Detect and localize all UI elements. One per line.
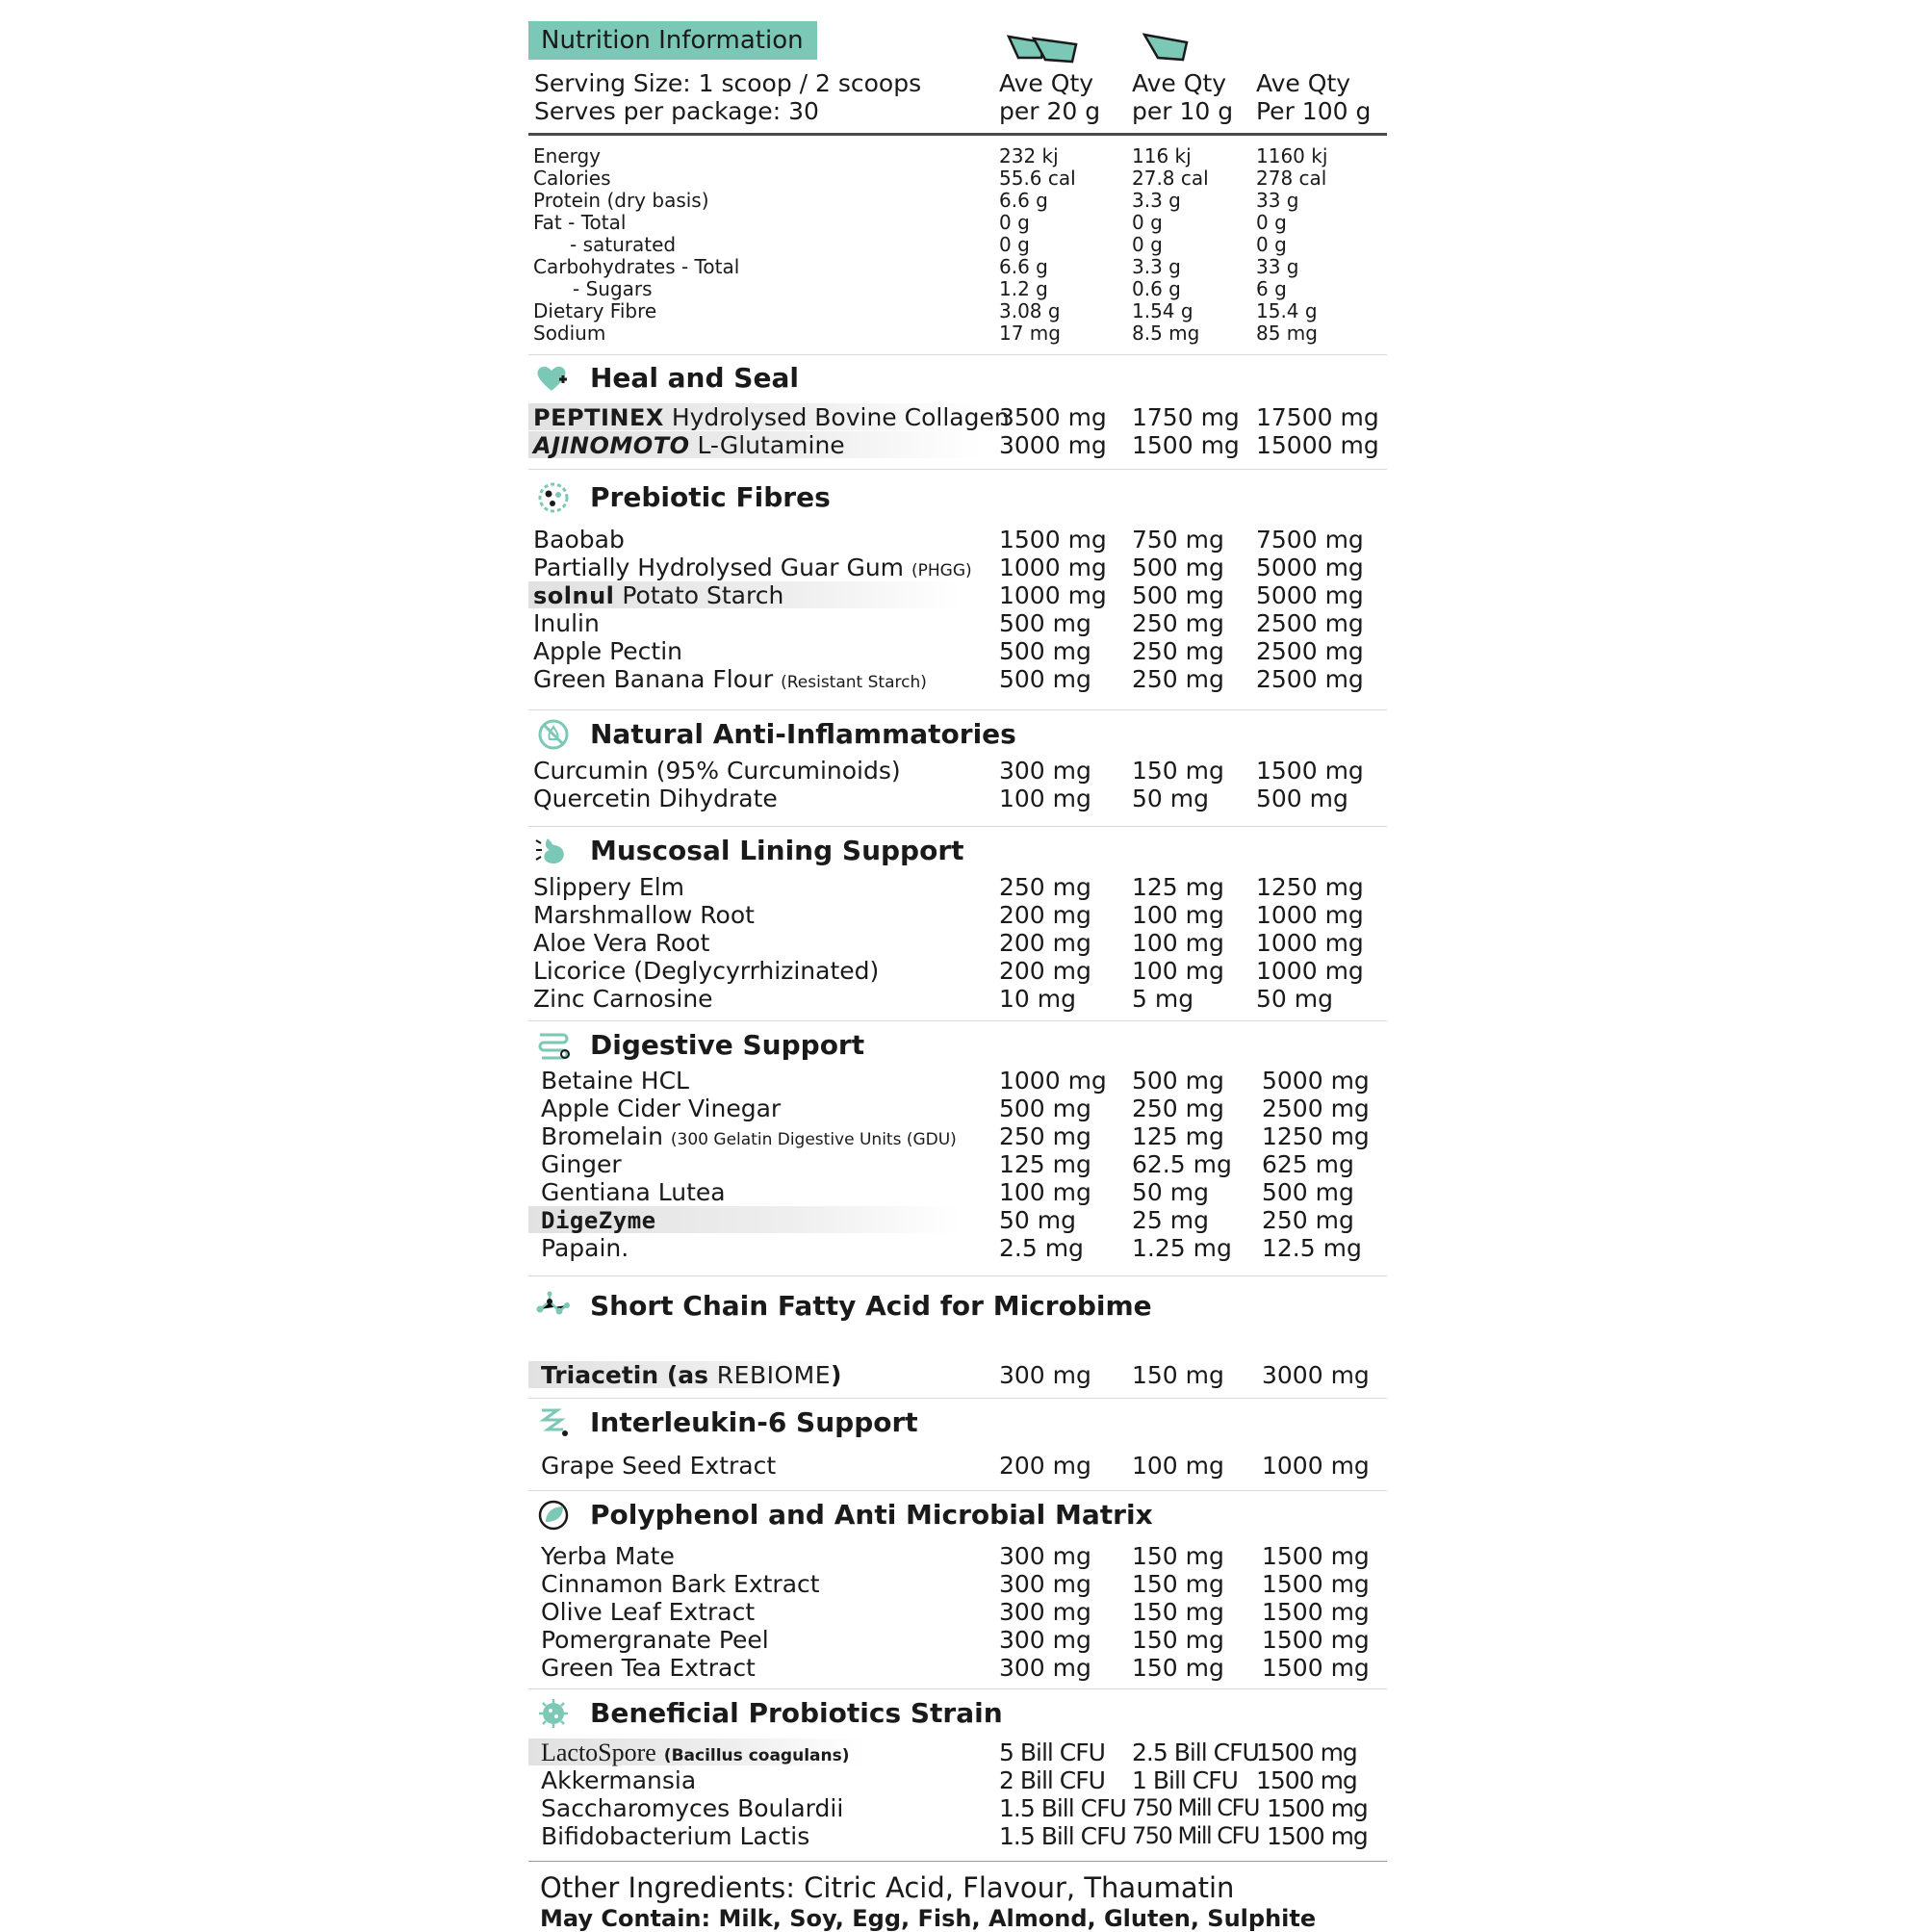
value-20g: 200 mg — [999, 957, 1091, 985]
col1-header-line1: Ave Qty — [999, 69, 1094, 97]
ingredient-name: Slippery Elm — [533, 873, 684, 901]
value-100g: 7500 mg — [1256, 526, 1364, 554]
table-row — [533, 873, 1380, 901]
value-100g: 33 g — [1256, 189, 1299, 212]
value-20g: 1000 mg — [999, 1067, 1107, 1095]
table-row — [533, 757, 1380, 785]
table-row — [533, 1150, 1380, 1178]
protein-chain-icon — [534, 1406, 573, 1439]
brand-logo-solnul: solnul — [533, 582, 615, 609]
value-100g: 0 g — [1256, 233, 1287, 256]
section-title: Short Chain Fatty Acid for Microbime — [590, 1290, 1152, 1322]
ingredient-name: Papain. — [541, 1234, 629, 1262]
table-row — [533, 167, 1380, 190]
value-10g: 250 mg — [1132, 665, 1224, 693]
table-row — [533, 1095, 1380, 1122]
value-100g: 1500 mg — [1262, 1654, 1370, 1682]
section-divider — [528, 469, 1387, 470]
ingredient-name: AJINOMOTO L-Glutamine — [533, 431, 845, 459]
value-10g: 500 mg — [1132, 1067, 1224, 1095]
heart-plus-icon — [534, 362, 573, 395]
ingredient-name: Triacetin (as REBIOME) — [541, 1361, 842, 1389]
value-20g: 6.6 g — [999, 255, 1048, 278]
section-title: Heal and Seal — [590, 362, 799, 394]
value-20g: 3.08 g — [999, 299, 1061, 322]
value-100g: 15000 mg — [1256, 431, 1379, 459]
value-100g: 1000 mg — [1262, 1452, 1370, 1480]
value-100g: 1500 mg — [1256, 1739, 1357, 1766]
value-20g: 300 mg — [999, 1654, 1091, 1682]
ingredient-name: Quercetin Dihydrate — [533, 785, 778, 812]
ingredient-name: PEPTINEX Hydrolysed Bovine Collagen — [533, 403, 1010, 431]
value-100g: 33 g — [1256, 255, 1299, 278]
value-100g: 5000 mg — [1256, 581, 1364, 609]
value-10g: 3.3 g — [1132, 189, 1181, 212]
ingredient-name: Green Banana Flour (Resistant Starch) — [533, 665, 927, 693]
ingredient-name: Bifidobacterium Lactis — [541, 1822, 810, 1850]
table-row — [533, 554, 1380, 581]
nutrient-name: Energy — [533, 144, 602, 167]
value-20g: 300 mg — [999, 757, 1091, 785]
table-row — [533, 637, 1380, 665]
value-20g: 100 mg — [999, 1178, 1091, 1206]
value-100g: 1500 mg — [1262, 1570, 1370, 1598]
value-100g: 1250 mg — [1262, 1122, 1370, 1150]
value-10g: 100 mg — [1132, 901, 1224, 929]
ingredient-name: Gentiana Lutea — [541, 1178, 726, 1206]
col3-header-line2: Per 100 g — [1256, 97, 1372, 125]
value-10g: 500 mg — [1132, 554, 1224, 581]
serves-per-package: Serves per package: 30 — [534, 97, 819, 125]
value-10g: 150 mg — [1132, 1626, 1224, 1654]
table-row — [533, 665, 1380, 693]
value-10g: 150 mg — [1132, 1542, 1224, 1570]
value-20g: 250 mg — [999, 873, 1091, 901]
value-100g: 1160 kj — [1256, 144, 1328, 167]
value-10g: 150 mg — [1132, 1361, 1224, 1389]
probiotic-icon — [534, 1697, 573, 1730]
value-100g: 1500 mg — [1262, 1542, 1370, 1570]
table-row — [533, 785, 1380, 812]
section-title: Polyphenol and Anti Microbial Matrix — [590, 1499, 1153, 1531]
section-divider — [528, 1398, 1387, 1399]
value-10g: 250 mg — [1132, 637, 1224, 665]
table-row — [533, 1794, 1380, 1822]
value-20g: 10 mg — [999, 985, 1076, 1013]
ingredient-name: Akkermansia — [541, 1766, 697, 1794]
table-row — [533, 1452, 1380, 1480]
value-20g: 50 mg — [999, 1206, 1076, 1234]
ingredient-name: Ginger — [541, 1150, 622, 1178]
section-divider — [528, 1275, 1387, 1276]
value-20g: 0 g — [999, 211, 1030, 234]
brand-logo-rebiome: REBIOME — [716, 1361, 832, 1389]
value-100g: 2500 mg — [1256, 637, 1364, 665]
value-20g: 500 mg — [999, 609, 1091, 637]
value-10g: 2.5 Bill CFU — [1132, 1739, 1259, 1766]
table-row — [533, 1766, 1380, 1794]
other-ingredients: Other Ingredients: Citric Acid, Flavour, Thaumatin — [540, 1871, 1235, 1904]
section-divider — [528, 709, 1387, 710]
value-20g: 300 mg — [999, 1570, 1091, 1598]
value-10g: 150 mg — [1132, 1598, 1224, 1626]
value-100g: 2500 mg — [1256, 609, 1364, 637]
value-20g: 1.5 Bill CFU — [999, 1822, 1126, 1850]
value-100g: 6 g — [1256, 277, 1287, 300]
value-10g: 750 mg — [1132, 526, 1224, 554]
table-row — [533, 403, 1380, 431]
ingredient-name: Aloe Vera Root — [533, 929, 710, 957]
value-10g: 25 mg — [1132, 1206, 1209, 1234]
value-100g: 3000 mg — [1262, 1361, 1370, 1389]
value-20g: 300 mg — [999, 1542, 1091, 1570]
table-row — [533, 212, 1380, 234]
value-10g: 100 mg — [1132, 929, 1224, 957]
ingredient-name: Apple Cider Vinegar — [541, 1095, 782, 1122]
table-row — [533, 581, 1380, 609]
nutrient-name: - saturated — [570, 233, 677, 256]
ingredient-name: Inulin — [533, 609, 600, 637]
value-10g: 125 mg — [1132, 1122, 1224, 1150]
value-20g: 232 kj — [999, 144, 1059, 167]
section-title: Natural Anti-Inflammatories — [590, 718, 1016, 750]
value-20g: 250 mg — [999, 1122, 1091, 1150]
value-10g: 150 mg — [1132, 1654, 1224, 1682]
nutrition-title: Nutrition Information — [528, 21, 817, 60]
section-divider — [528, 1020, 1387, 1021]
value-20g: 500 mg — [999, 665, 1091, 693]
nutrient-name: Sodium — [533, 322, 606, 345]
value-10g: 750 Mill CFU — [1132, 1822, 1259, 1849]
value-10g: 1.25 mg — [1132, 1234, 1232, 1262]
brand-logo-digezyme: DigeZyme — [541, 1207, 656, 1234]
table-row — [533, 609, 1380, 637]
serving-size: Serving Size: 1 scoop / 2 scoops — [534, 69, 922, 97]
ingredient-name: solnul Potato Starch — [533, 581, 784, 609]
table-row — [533, 1542, 1380, 1570]
value-100g: 250 mg — [1262, 1206, 1354, 1234]
nutrient-name: Dietary Fibre — [533, 299, 657, 322]
one-scoop-icon — [1142, 29, 1200, 67]
stomach-icon — [534, 835, 573, 867]
table-row — [533, 1822, 1380, 1850]
value-10g: 150 mg — [1132, 757, 1224, 785]
value-100g: 1500 mg — [1262, 1626, 1370, 1654]
two-scoops-icon — [1005, 29, 1091, 67]
value-20g: 2 Bill CFU — [999, 1766, 1105, 1794]
value-10g: 500 mg — [1132, 581, 1224, 609]
ingredient-name — [541, 1206, 656, 1235]
table-row — [533, 256, 1380, 278]
value-10g: 1.54 g — [1132, 299, 1194, 322]
value-20g: 300 mg — [999, 1361, 1091, 1389]
value-20g: 100 mg — [999, 785, 1091, 812]
ingredient-name: Apple Pectin — [533, 637, 683, 665]
ingredient-name: Partially Hydrolysed Guar Gum (PHGG) — [533, 554, 972, 581]
value-20g: 0 g — [999, 233, 1030, 256]
table-row — [533, 1739, 1380, 1766]
value-10g: 100 mg — [1132, 957, 1224, 985]
table-row — [533, 1626, 1380, 1654]
table-row — [533, 1206, 1380, 1234]
table-row — [533, 300, 1380, 322]
table-row — [533, 431, 1380, 459]
section-title: Digestive Support — [590, 1029, 865, 1061]
value-20g: 300 mg — [999, 1626, 1091, 1654]
ingredient-name: Green Tea Extract — [541, 1654, 756, 1682]
table-row — [533, 145, 1380, 167]
brand-logo-lactospore: LactoSpore — [541, 1739, 656, 1766]
value-100g: 15.4 g — [1256, 299, 1318, 322]
section-title: Prebiotic Fibres — [590, 481, 831, 513]
ingredient-name: Betaine HCL — [541, 1067, 689, 1095]
table-row — [533, 278, 1380, 300]
section-divider — [528, 1688, 1387, 1689]
brand-logo-ajinomoto: AJINOMOTO — [533, 432, 690, 459]
table-row — [533, 526, 1380, 554]
ingredient-name: Curcumin (95% Curcuminoids) — [533, 757, 901, 785]
value-100g: 1500 mg — [1256, 757, 1364, 785]
table-row — [533, 1067, 1380, 1095]
col3-header-line1: Ave Qty — [1256, 69, 1351, 97]
ingredient-name: Marshmallow Root — [533, 901, 755, 929]
value-10g: 0 g — [1132, 211, 1163, 234]
table-row — [533, 1598, 1380, 1626]
value-10g: 1750 mg — [1132, 403, 1240, 431]
section-title: Beneficial Probiotics Strain — [590, 1697, 1003, 1729]
value-10g: 5 mg — [1132, 985, 1194, 1013]
nutrient-name: Fat - Total — [533, 211, 627, 234]
table-row — [533, 1361, 1380, 1389]
section-divider — [528, 826, 1387, 827]
value-10g: 62.5 mg — [1132, 1150, 1232, 1178]
col2-header-line1: Ave Qty — [1132, 69, 1227, 97]
col2-header-line2: per 10 g — [1132, 97, 1234, 125]
value-100g: 500 mg — [1256, 785, 1348, 812]
no-inflammation-icon — [534, 718, 573, 751]
value-20g: 55.6 cal — [999, 167, 1076, 190]
nutrient-name: Protein (dry basis) — [533, 189, 709, 212]
value-100g: 1250 mg — [1256, 873, 1364, 901]
value-20g: 3000 mg — [999, 431, 1107, 459]
section-divider — [528, 1490, 1387, 1491]
table-row — [533, 322, 1380, 345]
value-100g: 85 mg — [1256, 322, 1318, 345]
value-100g: 278 cal — [1256, 167, 1327, 190]
value-10g: 0.6 g — [1132, 277, 1181, 300]
value-100g: 1500 mg — [1267, 1822, 1368, 1850]
value-10g: 8.5 mg — [1132, 322, 1200, 345]
table-row — [533, 190, 1380, 212]
ingredient-name: Baobab — [533, 526, 625, 554]
intestine-icon — [534, 1029, 573, 1062]
value-100g: 12.5 mg — [1262, 1234, 1362, 1262]
value-20g: 500 mg — [999, 1095, 1091, 1122]
value-20g: 17 mg — [999, 322, 1061, 345]
value-10g: 50 mg — [1132, 785, 1209, 812]
ingredient-name: LactoSpore (Bacillus coagulans) — [541, 1739, 850, 1766]
value-10g: 50 mg — [1132, 1178, 1209, 1206]
value-10g: 116 kj — [1132, 144, 1192, 167]
ingredient-name: Zinc Carnosine — [533, 985, 713, 1013]
ingredient-name: Yerba Mate — [541, 1542, 675, 1570]
value-100g: 2500 mg — [1256, 665, 1364, 693]
value-20g: 300 mg — [999, 1598, 1091, 1626]
nutrient-name: Calories — [533, 167, 611, 190]
header-divider — [528, 133, 1387, 136]
value-10g: 100 mg — [1132, 1452, 1224, 1480]
leaf-circle-icon — [534, 1499, 573, 1532]
value-20g: 200 mg — [999, 929, 1091, 957]
value-100g: 1000 mg — [1256, 929, 1364, 957]
value-20g: 200 mg — [999, 901, 1091, 929]
table-row — [533, 234, 1380, 256]
value-100g: 5000 mg — [1262, 1067, 1370, 1095]
ingredient-name: Saccharomyces Boulardii — [541, 1794, 844, 1822]
col1-header-line2: per 20 g — [999, 97, 1101, 125]
value-20g: 1.2 g — [999, 277, 1048, 300]
ingredient-name: Bromelain (300 Gelatin Digestive Units (GDU) — [541, 1122, 957, 1150]
value-100g: 1000 mg — [1256, 901, 1364, 929]
value-20g: 1.5 Bill CFU — [999, 1794, 1126, 1822]
value-100g: 2500 mg — [1262, 1095, 1370, 1122]
molecule-icon — [534, 1290, 573, 1323]
table-row — [533, 1570, 1380, 1598]
value-20g: 3500 mg — [999, 403, 1107, 431]
table-row — [533, 929, 1380, 957]
ingredient-name: Olive Leaf Extract — [541, 1598, 756, 1626]
value-10g: 1500 mg — [1132, 431, 1240, 459]
ingredient-name: Licorice (Deglycyrrhizinated) — [533, 957, 880, 985]
table-row — [533, 1178, 1380, 1206]
value-10g: 125 mg — [1132, 873, 1224, 901]
value-100g: 0 g — [1256, 211, 1287, 234]
allergen-warning: May Contain: Milk, Soy, Egg, Fish, Almond, Gluten, Sulphite — [540, 1905, 1317, 1932]
nutrient-name: - Sugars — [573, 277, 653, 300]
value-20g: 500 mg — [999, 637, 1091, 665]
value-20g: 6.6 g — [999, 189, 1048, 212]
value-100g: 1500 mg — [1267, 1794, 1368, 1822]
ingredient-name: Grape Seed Extract — [541, 1452, 777, 1480]
bacteria-icon — [534, 481, 573, 514]
value-100g: 1500 mg — [1262, 1598, 1370, 1626]
value-20g: 1500 mg — [999, 526, 1107, 554]
table-row — [533, 985, 1380, 1013]
section-divider — [528, 354, 1387, 355]
value-10g: 27.8 cal — [1132, 167, 1209, 190]
value-10g: 150 mg — [1132, 1570, 1224, 1598]
value-20g: 5 Bill CFU — [999, 1739, 1105, 1766]
value-10g: 250 mg — [1132, 1095, 1224, 1122]
footer-divider — [528, 1861, 1387, 1862]
value-10g: 0 g — [1132, 233, 1163, 256]
table-row — [533, 901, 1380, 929]
brand-logo-peptinex: PEPTINEX — [533, 404, 664, 431]
section-title: Interleukin-6 Support — [590, 1406, 918, 1438]
table-row — [533, 1234, 1380, 1262]
ingredient-name: Pomergranate Peel — [541, 1626, 769, 1654]
value-20g: 125 mg — [999, 1150, 1091, 1178]
value-20g: 2.5 mg — [999, 1234, 1084, 1262]
value-10g: 750 Mill CFU — [1132, 1794, 1259, 1821]
value-100g: 50 mg — [1256, 985, 1333, 1013]
value-10g: 1 Bill CFU — [1132, 1766, 1238, 1794]
value-100g: 500 mg — [1262, 1178, 1354, 1206]
value-10g: 3.3 g — [1132, 255, 1181, 278]
value-20g: 200 mg — [999, 1452, 1091, 1480]
value-100g: 1000 mg — [1256, 957, 1364, 985]
value-20g: 1000 mg — [999, 554, 1107, 581]
value-20g: 1000 mg — [999, 581, 1107, 609]
section-title: Muscosal Lining Support — [590, 835, 964, 866]
table-row — [533, 957, 1380, 985]
nutrient-name: Carbohydrates - Total — [533, 255, 740, 278]
value-10g: 250 mg — [1132, 609, 1224, 637]
table-row — [533, 1654, 1380, 1682]
value-100g: 1500 mg — [1256, 1766, 1357, 1794]
value-100g: 17500 mg — [1256, 403, 1379, 431]
value-100g: 625 mg — [1262, 1150, 1354, 1178]
table-row — [533, 1122, 1380, 1150]
value-100g: 5000 mg — [1256, 554, 1364, 581]
ingredient-name: Cinnamon Bark Extract — [541, 1570, 820, 1598]
